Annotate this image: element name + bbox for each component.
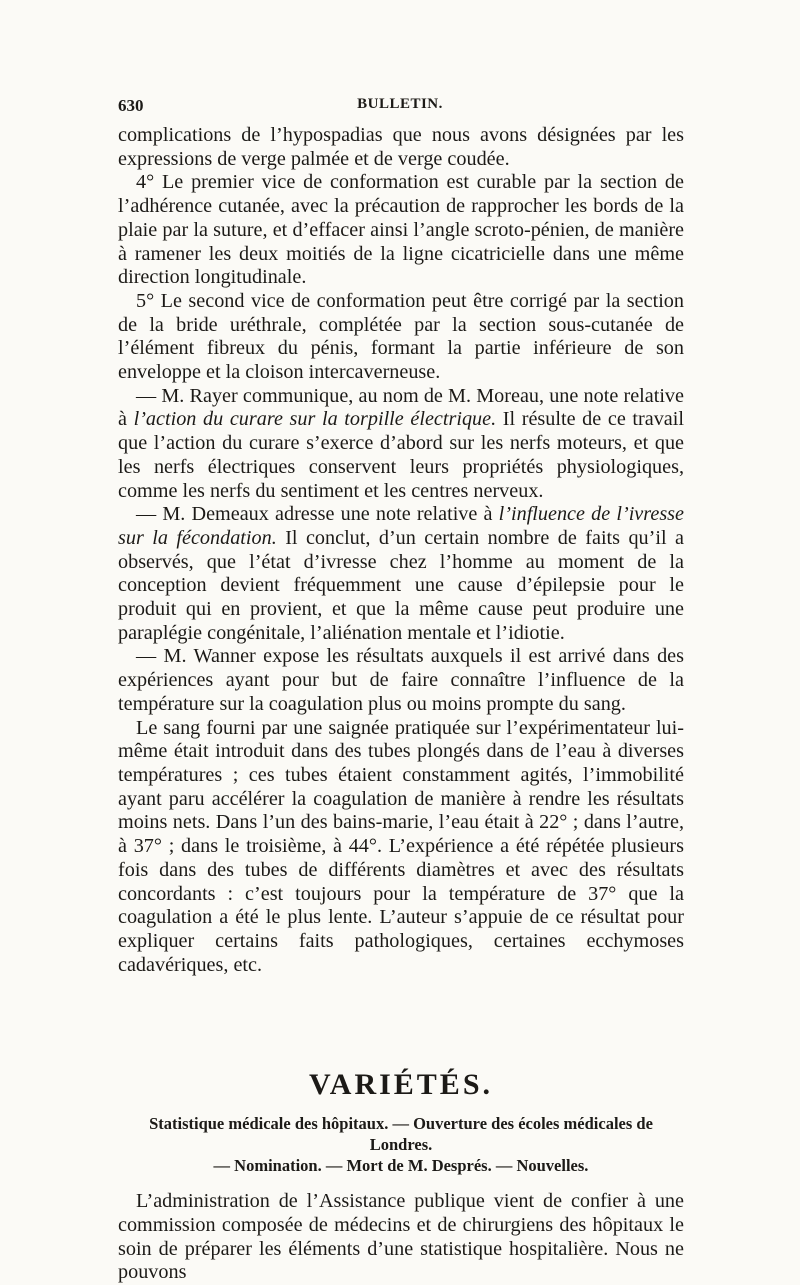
paragraph-demeaux-body: Il conclut, d’un certain nombre de faits qu’il a observés, que l’état d’ivresse chez l’homme au moment de la conception devient fréquemment une cause d’épilepsie pour le produit qui en provient, et que la même cause peut produire une paraplégie congénitale, l’aliénation mentale et l’idiotie. bbox=[118, 526, 684, 644]
paragraph-rayer-body: Il résulte de ce travail que l’action du curare s’exerce d’abord sur les nerfs moteurs, et que les nerfs électriques conservent leurs propriétés physiologiques, comme les nerfs du sentiment et les centres nerveux. bbox=[118, 408, 684, 502]
section-gap bbox=[118, 977, 684, 1067]
paragraph-wanner: — M. Wanner expose les résultats auxquels il est arrivé dans des expériences ayant pour but de faire connaître l’influence de la température sur la coagulation plus ou moins prompte du sang. bbox=[118, 645, 684, 715]
paragraph-demeaux-title: l’influence de l’ivresse sur la fécondation. bbox=[118, 503, 684, 549]
paragraph-experiment: Le sang fourni par une saignée pratiquée sur l’expérimentateur lui-même était introduit dans des tubes plongés dans de l’eau à diverses températures ; ces tubes étaient constamment agités, l’immobilité ayant paru accélérer la coagulation de manière à rendre les résultats moins nets. Dans l’un des bains-marie, l’eau était à 22° ; dans l’autre, à 37° ; dans le troisième, à 44°. L’expérience a été répétée plusieurs fois dans des tubes de différents diamètres et avec des résultats concordants : c’est toujours pour la température de 37° que la coagulation a été le plus lente. L’auteur s’appuie de ce résultat pour expliquer certains faits pathologiques, certaines ecchymoses cadavériques, etc. bbox=[118, 716, 684, 976]
paragraph-demeaux bbox=[118, 503, 684, 645]
section-summary-line-1: Statistique médicale des hôpitaux. — Ouverture des écoles médicales de Londres. bbox=[149, 1114, 653, 1155]
page-body bbox=[118, 124, 684, 1285]
page-number: 630 bbox=[118, 96, 144, 115]
section-title: VARIÉTÉS. bbox=[308, 1068, 494, 1102]
paragraph-rayer-title: l’action du curare sur la torpille électrique. bbox=[133, 408, 497, 431]
paragraph-rayer-lead: — M. Rayer communique, au nom de M. Moreau, une note relative à bbox=[118, 384, 684, 431]
paragraph-point-5: 5° Le second vice de conformation peut être corrigé par la section de la bride uréthrale, complétée par la section sous-cutanée de l’élément fibreux du pénis, formant la partie inférieure de son enveloppe et la cloison intercaverneuse. bbox=[118, 289, 684, 384]
running-head: BULLETIN. bbox=[357, 96, 443, 112]
paragraph-point-4: 4° Le premier vice de conformation est curable par la section de l’adhérence cutanée, avec la précaution de rapprocher les bords de la plaie par la suture, et d’effacer ainsi l’angle scroto-pénien, de manière à ramener les deux moitiés de la ligne cicatricielle dans une même direction longitudinale. bbox=[118, 171, 684, 289]
page-header bbox=[118, 96, 682, 120]
section-summary-line-2: — Nomination. — Mort de M. Després. — Nouvelles. bbox=[213, 1156, 589, 1176]
paragraph-rayer bbox=[118, 385, 684, 504]
paragraph-continuation: complications de l’hypospadias que nous avons désignées par les expressions de verge palmée et de verge coudée. bbox=[118, 124, 684, 170]
paragraph-demeaux-lead: — M. Demeaux adresse une note relative à bbox=[136, 503, 499, 526]
paragraph-statistique: L’administration de l’Assistance publique vient de confier à une commission composée de médecins et de chirurgiens des hôpitaux le soin de préparer les éléments d’une statistique hospitalière. Nous ne pouvons bbox=[118, 1190, 684, 1284]
section-summary bbox=[118, 1113, 684, 1176]
